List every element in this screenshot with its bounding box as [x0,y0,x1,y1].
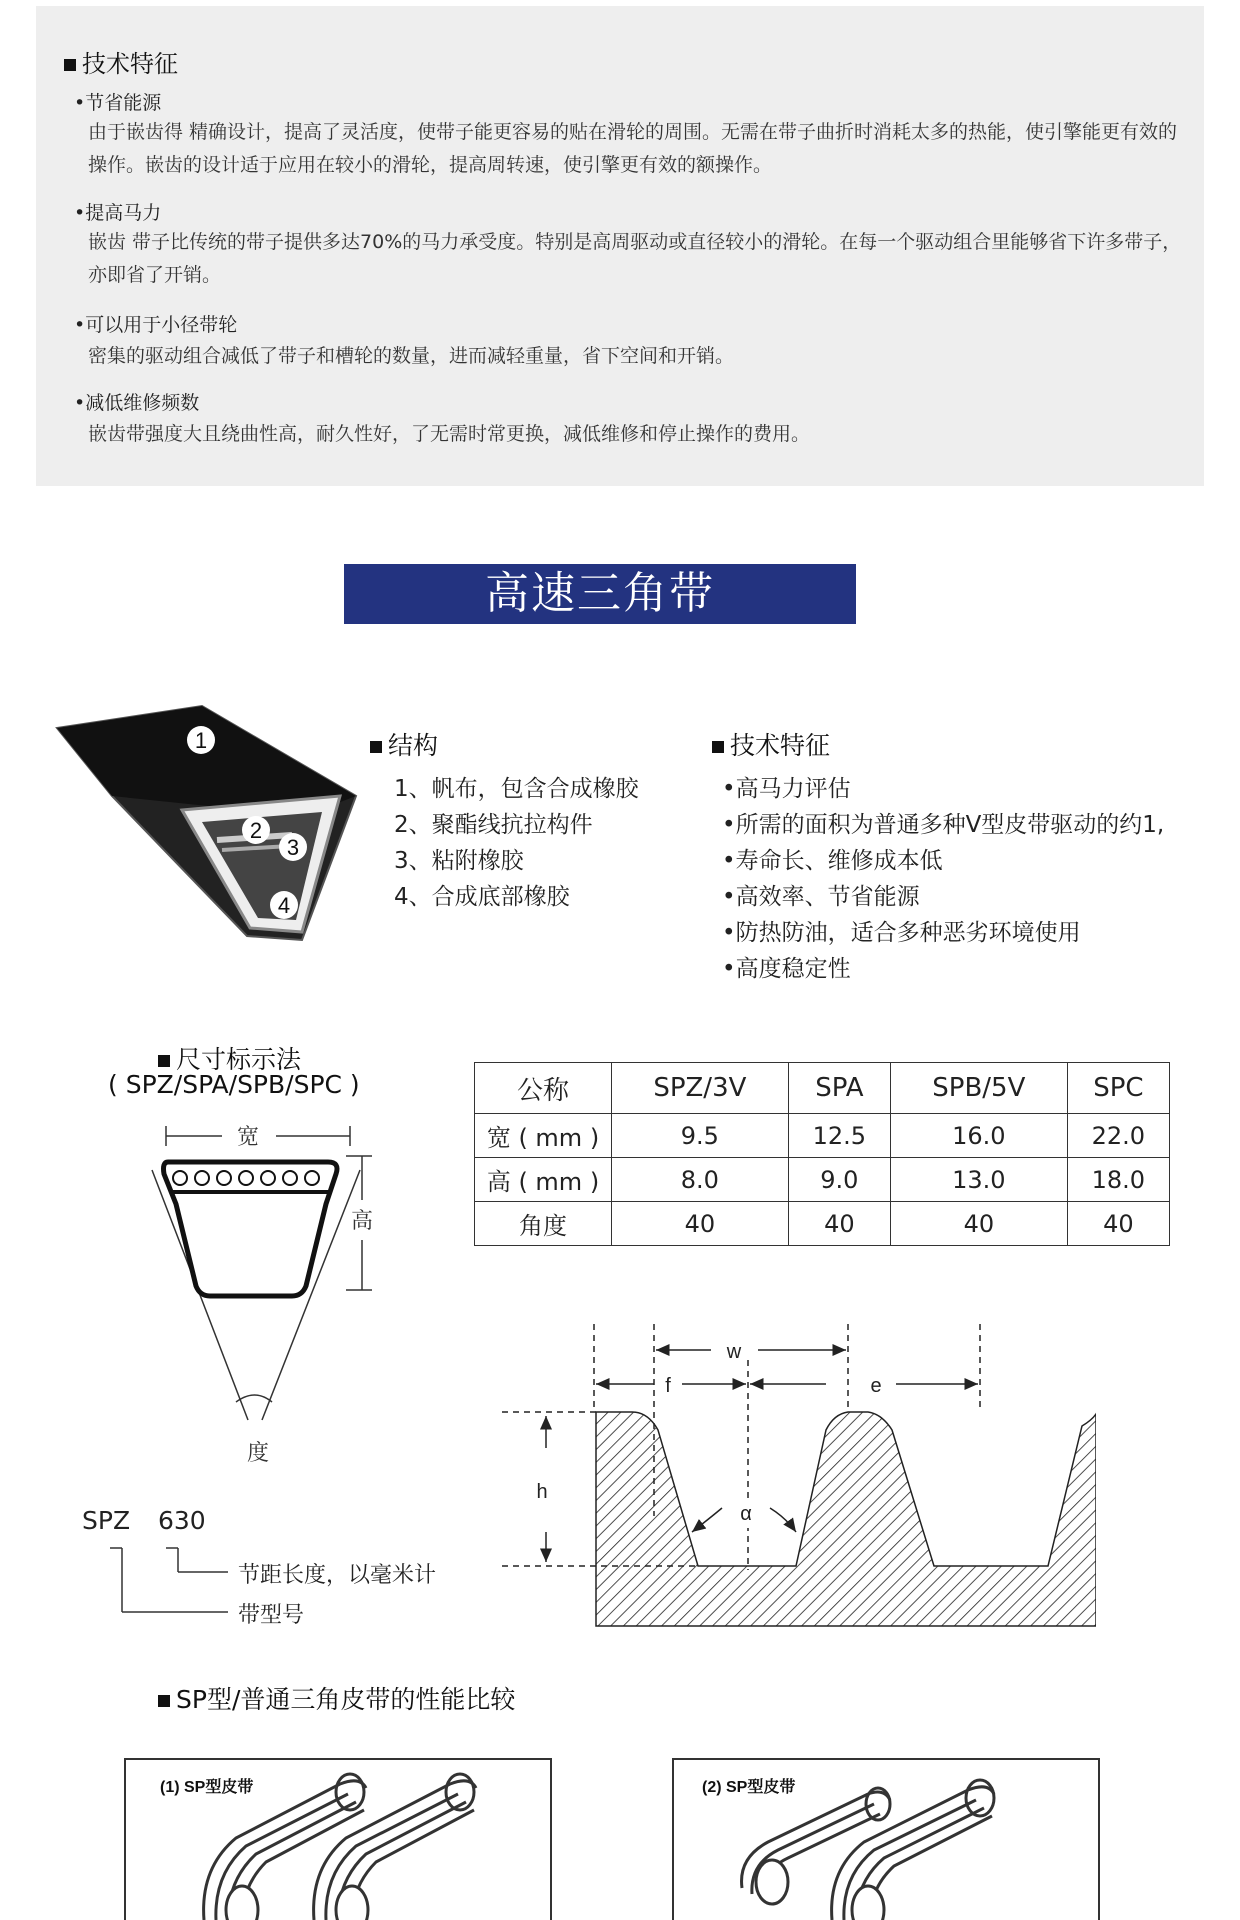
panel-2-label: (2) SP型皮带 [702,1779,796,1796]
tech-item-6: •高度稳定性 [722,956,851,982]
structure-item-2: 2、聚酯线抗拉构件 [394,812,593,838]
comparison-panel-1 [124,1758,552,1920]
structure-item-3: 3、粘附橡胶 [394,848,524,874]
table-header-cell: SPZ/3V [612,1063,789,1114]
features-title-text: 技术特征 [82,50,178,78]
table-cell: 9.5 [612,1114,789,1158]
tech-item-5: •防热防油，适合多种恶劣环境使用 [722,920,1081,946]
section-banner: 高速三角带 [344,564,856,624]
table-cell: 40 [1067,1202,1169,1246]
table-row [475,1158,1170,1202]
structure-title [370,726,438,762]
table-row [475,1202,1170,1246]
structure-title-text: 结构 [388,731,439,760]
groove-h-label: h [536,1481,548,1503]
size-subtitle: ( SPZ/SPA/SPB/SPC ) [108,1070,360,1099]
table-cell: 高 ( mm ) [475,1158,612,1202]
label-2: 2 [249,818,263,843]
table-cell: 宽 ( mm ) [475,1114,612,1158]
square-bullet-icon [712,741,724,753]
width-label: 宽 [236,1124,260,1149]
table-cell: 22.0 [1067,1114,1169,1158]
legend-length: 节距长度，以毫米计 [238,1563,437,1588]
table-header-row [475,1063,1170,1114]
height-label: 高 [350,1208,374,1233]
feature-text-1: 由于嵌齿得 精确设计，提高了灵活度，使带子能更容易的贴在滑轮的周围。无需在带子曲折时消耗太多的热能，使引擎能更有效的操作。嵌齿的设计适于应用在较小的滑轮，提高周转速，使引擎更有效的额操作。 [88,121,1178,176]
table-cell: 角度 [475,1202,612,1246]
structure-item-4: 4、合成底部橡胶 [394,884,570,910]
legend-type: 带型号 [238,1603,305,1628]
feature-title-1: •节省能源 [74,92,162,114]
groove-diagram [496,1320,1096,1630]
table-row [475,1114,1170,1158]
table-cell: 40 [788,1202,890,1246]
label-4: 4 [277,893,291,918]
groove-f-label: f [665,1375,671,1397]
belt-cross-section [52,700,362,950]
comparison-panel-2 [672,1758,1100,1920]
table-cell: 40 [890,1202,1067,1246]
table-header-cell: SPC [1067,1063,1169,1114]
feature-text-2: 嵌齿 带子比传统的带子提供多达70%的马力承受度。特别是高周驱动或直径较小的滑轮。在每一个驱动组合里能够省下许多带子，亦即省了开销。 [88,231,1182,286]
structure-item-1: 1、帆布，包含合成橡胶 [394,776,639,802]
feature-title-3: •可以用于小径带轮 [74,314,238,336]
table-header-cell: 公称 [475,1063,612,1114]
groove-w-label: w [726,1341,742,1363]
table-cell: 12.5 [788,1114,890,1158]
square-bullet-icon [158,1695,170,1707]
feature-title-4: •减低维修频数 [74,392,200,414]
tech-title [712,726,830,762]
table-cell: 40 [612,1202,789,1246]
square-bullet-icon [158,1055,170,1067]
tech-item-2: •所需的面积为普通多种V型皮带驱动的约1, [722,812,1165,838]
table-cell: 13.0 [890,1158,1067,1202]
feature-text-3: 密集的驱动组合减低了带子和槽轮的数量，进而减轻重量，省下空间和开销。 [88,345,735,367]
tech-item-4: •高效率、节省能源 [722,884,920,910]
table-cell: 8.0 [612,1158,789,1202]
angle-label: 度 [246,1440,270,1465]
features-title [64,44,178,79]
square-bullet-icon [64,59,76,71]
spec-table [474,1062,1170,1246]
code-type: SPZ [82,1506,131,1535]
panel-1-label: (1) SP型皮带 [160,1779,254,1796]
table-header-cell: SPB/5V [890,1063,1067,1114]
groove-alpha-label: α [740,1503,752,1525]
comparison-title-text: SP型/普通三角皮带的性能比较 [176,1685,516,1714]
table-cell: 9.0 [788,1158,890,1202]
size-title-text: 尺寸标示法 [176,1045,302,1074]
tech-item-3: •寿命长、维修成本低 [722,848,943,874]
feature-text-4: 嵌齿带强度大且绕曲性高，耐久性好，了无需时常更换，减低维修和停止操作的费用。 [88,423,811,445]
table-header-cell: SPA [788,1063,890,1114]
table-cell: 16.0 [890,1114,1067,1158]
label-1: 1 [194,728,208,753]
table-cell: 18.0 [1067,1158,1169,1202]
code-length: 630 [158,1506,206,1535]
comparison-title [158,1680,515,1716]
code-legend-lines [100,1544,230,1614]
tech-item-1: •高马力评估 [722,776,851,802]
groove-e-label: e [870,1375,882,1397]
belt-profile-diagram [150,1110,380,1480]
tech-title-text: 技术特征 [730,731,831,760]
label-3: 3 [286,835,300,860]
square-bullet-icon [370,741,382,753]
feature-title-2: •提高马力 [74,202,162,224]
